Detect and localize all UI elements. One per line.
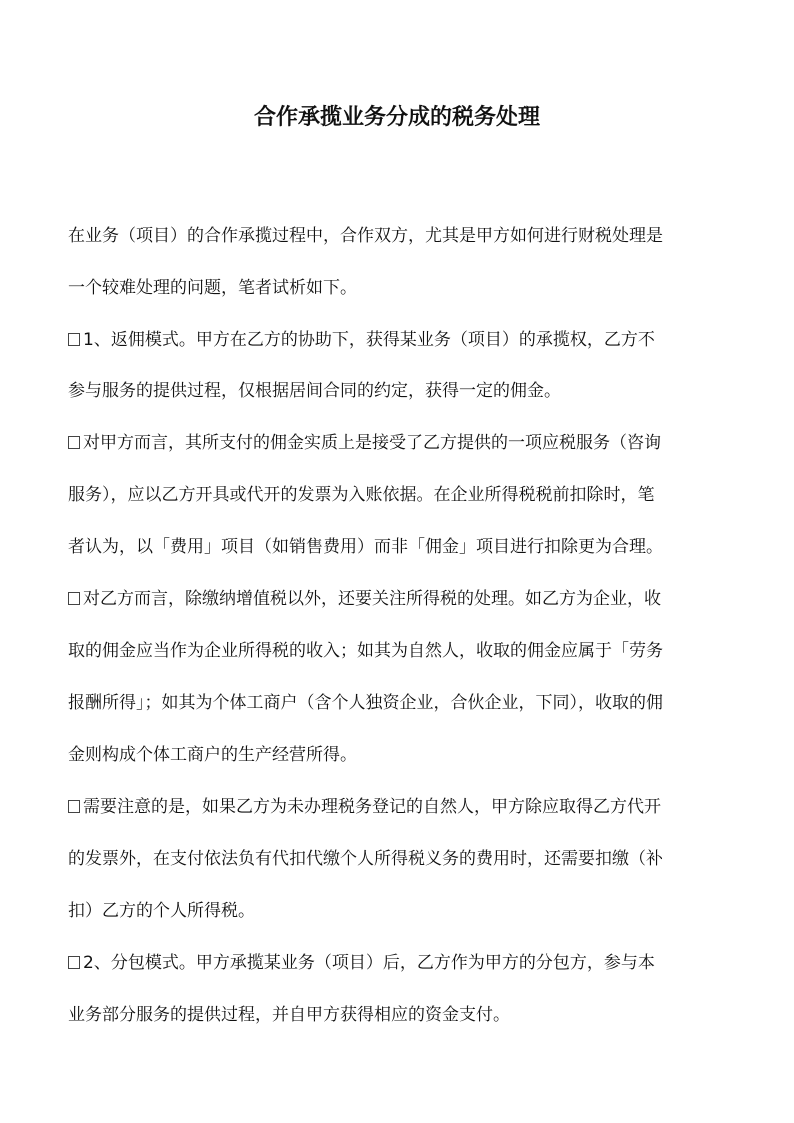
paragraph-5-line-2: 的发票外，在支付依法负有代扣代缴个人所得税义务的费用时，还需要扣缴（补 — [68, 849, 663, 869]
paragraph-5-line-3: 扣）乙方的个人所得税。 — [68, 901, 255, 921]
paragraph-1-line-2: 一个较难处理的问题，笔者试析如下。 — [68, 278, 357, 298]
checkbox-glyph — [68, 956, 80, 969]
checkbox-glyph — [68, 333, 80, 346]
paragraph-2-line-1 — [68, 327, 655, 353]
paragraph-3-line-2: 服务），应以乙方开具或代开的发票为入账依据。在企业所得税税前扣除时，笔 — [68, 485, 655, 505]
paragraph-3-line-3: 者认为，以「费用」项目（如销售费用）而非「佣金」项目进行扣除更为合理。 — [68, 537, 663, 557]
checkbox-glyph — [68, 436, 80, 449]
paragraph-1-line-1: 在业务（项目）的合作承揽过程中，合作双方，尤其是甲方如何进行财税处理是 — [68, 226, 663, 246]
paragraph-4-line-1-text: 对乙方而言，除缴纳增值税以外，还要关注所得税的处理。如乙方为企业，收 — [83, 589, 661, 609]
paragraph-2-line-2: 参与服务的提供过程，仅根据居间合同的约定，获得一定的佣金。 — [68, 381, 561, 401]
paragraph-3-line-1-text: 对甲方而言，其所支付的佣金实质上是接受了乙方提供的一项应税服务（咨询 — [83, 433, 661, 453]
paragraph-6-line-1-text: 2、分包模式。甲方承揽某业务（项目）后，乙方作为甲方的分包方，参与本 — [83, 953, 655, 973]
paragraph-4-line-3: 报酬所得」；如其为个体工商户（含个人独资企业，合伙企业，下同），收取的佣 — [68, 693, 663, 713]
checkbox-glyph — [68, 592, 80, 605]
document-title: 合作承揽业务分成的税务处理 — [253, 105, 540, 130]
paragraph-6-line-2: 业务部分服务的提供过程，并自甲方获得相应的资金支付。 — [68, 1005, 510, 1025]
paragraph-6-line-1 — [68, 950, 655, 976]
paragraph-5-line-1-text: 需要注意的是，如果乙方为未办理税务登记的自然人，甲方除应取得乙方代开 — [83, 797, 661, 817]
paragraph-4-line-2: 取的佣金应当作为企业所得税的收入；如其为自然人，收取的佣金应属于「劳务 — [68, 641, 663, 661]
paragraph-4-line-4: 金则构成个体工商户的生产经营所得。 — [68, 745, 357, 765]
paragraph-5-line-1 — [68, 794, 661, 820]
checkbox-glyph — [68, 800, 80, 813]
paragraph-2-line-1-text: 1、返佣模式。甲方在乙方的协助下，获得某业务（项目）的承揽权，乙方不 — [83, 330, 655, 350]
paragraph-3-line-1 — [68, 430, 661, 456]
paragraph-4-line-1 — [68, 586, 661, 612]
